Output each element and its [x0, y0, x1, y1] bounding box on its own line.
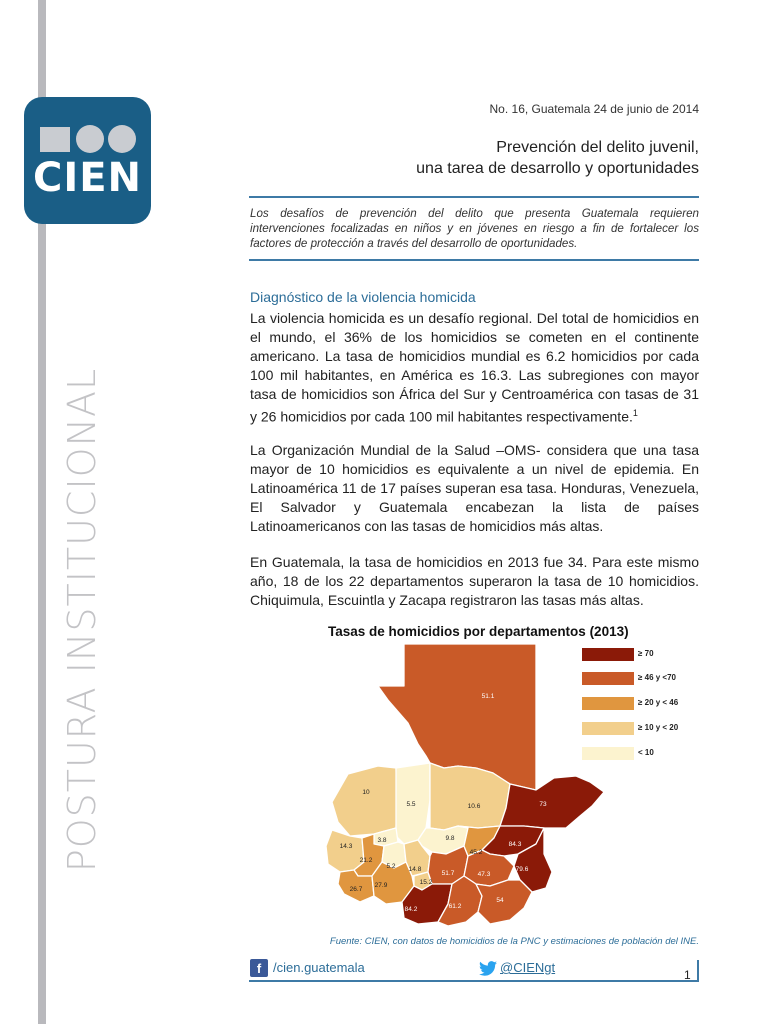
- value-label-baja-verapaz: 9.8: [445, 835, 455, 842]
- value-label-izabal: 73: [539, 801, 547, 808]
- paragraph-2: La Organización Mundial de la Salud –OMS- considera que una tasa mayor de 10 homicidios es equivalente a un nivel de epidemia. En Latinoamérica 11 de 17 países superan esa tasa. Honduras, Venezuela, El Salvador y Guatemala encabezan la lista de países Latinoamericanos con las tasas de homicidios más altas.: [250, 442, 699, 534]
- legend-label: ≥ 20 y < 46: [638, 698, 679, 707]
- logo-circle-shape: [108, 125, 136, 153]
- paragraph-1: [250, 309, 699, 427]
- legend-label: ≥ 10 y < 20: [638, 723, 679, 732]
- value-label-alta-verapaz: 10.6: [467, 803, 481, 810]
- logo-square-shape: [40, 127, 70, 152]
- map-title: Tasas de homicidios por departamentos (2013): [328, 624, 629, 639]
- value-label-chimaltenango: 14.8: [408, 866, 422, 873]
- footer-rule: [249, 980, 698, 982]
- footer-vertical-rule: [697, 960, 699, 982]
- paragraph-1-text: La violencia homicida es un desafío regional. Del total de homicidios en el mundo, el 36% de los homicidios se cometen en el continente americano. La tasa de homicidios mundial es 6.2 homicidios por cada 100 mil habitantes, en América es 16.3. Las subregiones con mayor tasa de homicidios son África del Sur y Centroamérica con tasas de 31 y 26 homicidios por cada 100 mil habitantes respectivamente.: [250, 310, 699, 425]
- legend-label: ≥ 70: [638, 649, 654, 658]
- value-label-solola: 5.2: [386, 863, 396, 870]
- section-title: Diagnóstico de la violencia homicida: [250, 289, 476, 305]
- source-note: Fuente: CIEN, con datos de homicidios de la PNC y estimaciones de población del INE.: [329, 936, 699, 947]
- side-title: POSTURA INSTITUCIONAL: [60, 367, 104, 873]
- doc-title-line1: Prevención del delito juvenil,: [496, 139, 699, 156]
- facebook-link[interactable]: /cien.guatemala: [273, 960, 365, 975]
- legend-item: [582, 672, 722, 688]
- region-san-marcos: [326, 830, 364, 872]
- legend-item: [582, 747, 722, 763]
- region-huehuetenango: [332, 766, 397, 836]
- cien-logo: [24, 97, 151, 224]
- twitter-link[interactable]: @CIENgt: [500, 960, 556, 975]
- value-label-jutiapa: 54: [496, 897, 504, 904]
- value-label-san-marcos: 14.3: [339, 843, 353, 850]
- abstract-text: Los desafíos de prevención del delito que presenta Guatemala requieren intervenciones focalizadas en niños y en jóvenes en riesgo a fin de fortalecer los factores de protección a través del desarrollo de oportunidades.: [250, 207, 699, 250]
- legend-label: < 10: [638, 748, 654, 757]
- value-label-escuintla: 84.2: [404, 906, 418, 913]
- legend-label: ≥ 46 y <70: [638, 673, 676, 682]
- value-label-santa-rosa: 61.2: [448, 903, 462, 910]
- legend-item: [582, 648, 722, 664]
- value-label-sacatepequez: 15.2: [419, 879, 433, 886]
- legend-swatch: [582, 697, 634, 710]
- value-label-suchitepequez: 27.9: [374, 882, 388, 889]
- legend-swatch: [582, 722, 634, 735]
- value-label-guatemala: 51.7: [441, 870, 455, 877]
- value-label-peten: 51.1: [481, 693, 495, 700]
- value-label-el-progreso: 45.2: [469, 849, 483, 856]
- legend-swatch: [582, 672, 634, 685]
- logo-circle-shape: [76, 125, 104, 153]
- abstract-bottom-rule: [249, 259, 699, 261]
- footnote-marker: 1: [632, 408, 638, 418]
- value-label-chiquimula: 79.6: [515, 866, 529, 873]
- facebook-icon[interactable]: f: [250, 959, 268, 977]
- value-label-huehuetenango: 10: [362, 789, 370, 796]
- value-label-totonicapan: 3.8: [377, 837, 387, 844]
- legend-item: [582, 722, 722, 738]
- legend-item: [582, 697, 722, 713]
- guatemala-homicide-map: [318, 640, 618, 930]
- paragraph-3: En Guatemala, la tasa de homicidios en 2013 fue 34. Para este mismo año, 18 de los 22 departamentos superaron la tasa de 10 homicidios. Chiquimula, Escuintla y Zacapa registraron las tasas más altas.: [250, 554, 699, 608]
- legend-swatch: [582, 747, 634, 760]
- value-label-jalapa: 47.3: [477, 871, 491, 878]
- value-label-retalhuleu: 26.7: [349, 886, 363, 893]
- legend-swatch: [582, 648, 634, 661]
- value-label-quetzaltenango: 21.2: [359, 857, 373, 864]
- issue-date: No. 16, Guatemala 24 de junio de 2014: [489, 102, 699, 116]
- logo-text: CIEN: [32, 155, 143, 201]
- value-label-zacapa: 84.3: [508, 841, 522, 848]
- page-number: 1: [684, 968, 691, 982]
- doc-title-line2: una tarea de desarrollo y oportunidades: [416, 160, 699, 177]
- abstract-top-rule: [249, 196, 699, 198]
- twitter-icon[interactable]: [479, 961, 497, 976]
- region-jutiapa: [476, 880, 532, 924]
- value-label-quiche: 5.5: [406, 801, 416, 808]
